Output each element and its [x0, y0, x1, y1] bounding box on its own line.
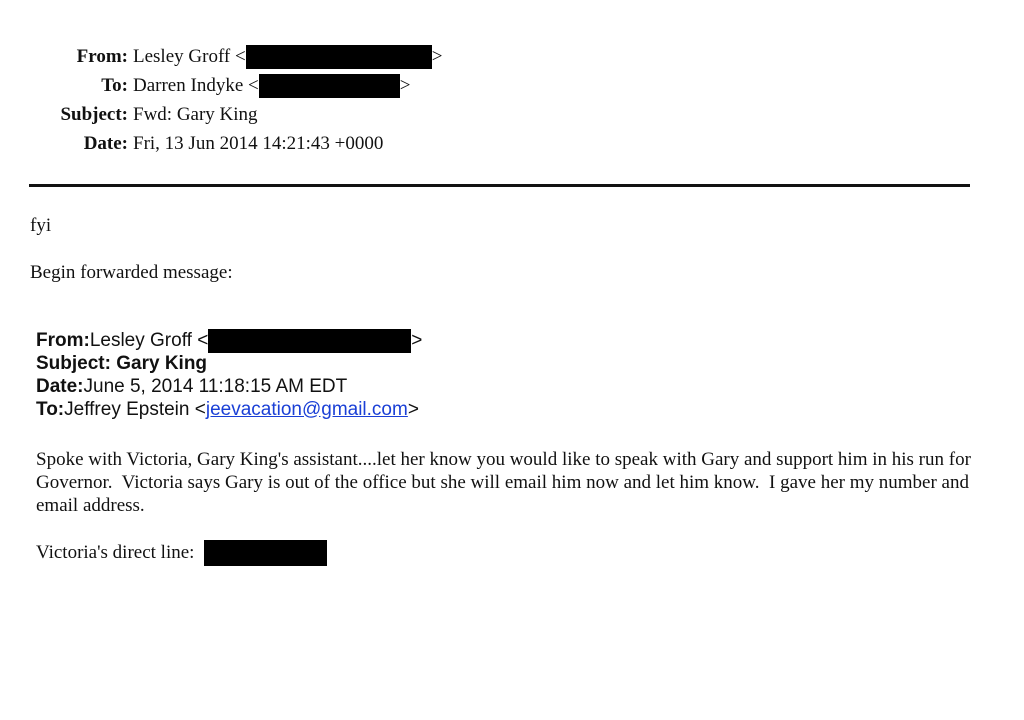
forwarded-date-label: Date:: [36, 375, 84, 397]
forwarded-from-row: [36, 329, 422, 352]
header-to-row: [0, 73, 410, 99]
header-date-row: [0, 131, 383, 157]
forwarded-subject-row: [36, 352, 207, 375]
forwarded-date-value: June 5, 2014 11:18:15 AM EDT: [83, 375, 348, 397]
redaction-block: [204, 540, 327, 566]
header-to-name: Darren Indyke <: [133, 75, 259, 96]
redaction-block: [246, 45, 432, 69]
forwarded-from-close: >: [411, 329, 423, 351]
header-divider: [29, 184, 970, 187]
header-subject-row: [0, 102, 258, 128]
fyi-text: fyi: [30, 215, 52, 236]
forwarded-from-name: Lesley Groff <: [89, 329, 209, 351]
forwarded-to-name: Jeffrey Epstein <: [64, 398, 206, 420]
forwarded-to-close: >: [407, 398, 419, 420]
header-from-row: [0, 44, 442, 70]
forwarded-subject: Subject: Gary King: [36, 352, 208, 374]
forwarded-to-row: [36, 398, 419, 421]
header-to-label: To:: [101, 75, 128, 96]
begin-forwarded-text: Begin forwarded message:: [30, 262, 233, 283]
header-to-close: >: [399, 75, 411, 96]
forwarded-from-label: From:: [36, 329, 90, 351]
redaction-block: [208, 329, 411, 353]
direct-line-row: [36, 540, 327, 566]
redaction-block: [259, 74, 400, 98]
header-subject-value: Fwd: Gary King: [133, 104, 258, 125]
header-from-label: From:: [76, 46, 128, 67]
message-paragraph: Spoke with Victoria, Gary King's assistant....let her know you would like to speak with Gary and support him in his run for Governor. Victoria says Gary is out of the office but she will email him now and let him know. I gave her my number and email address.: [36, 449, 976, 516]
forwarded-date-row: [36, 375, 347, 398]
header-subject-label: Subject:: [60, 104, 128, 125]
header-date-label: Date:: [83, 133, 128, 154]
forwarded-to-label: To:: [36, 398, 65, 420]
email-link[interactable]: jeevacation@gmail.com: [205, 398, 408, 420]
header-from-close: >: [431, 46, 443, 67]
header-date-value: Fri, 13 Jun 2014 14:21:43 +0000: [133, 133, 384, 154]
header-from-name: Lesley Groff <: [133, 46, 246, 67]
direct-line-label: Victoria's direct line:: [36, 542, 195, 563]
